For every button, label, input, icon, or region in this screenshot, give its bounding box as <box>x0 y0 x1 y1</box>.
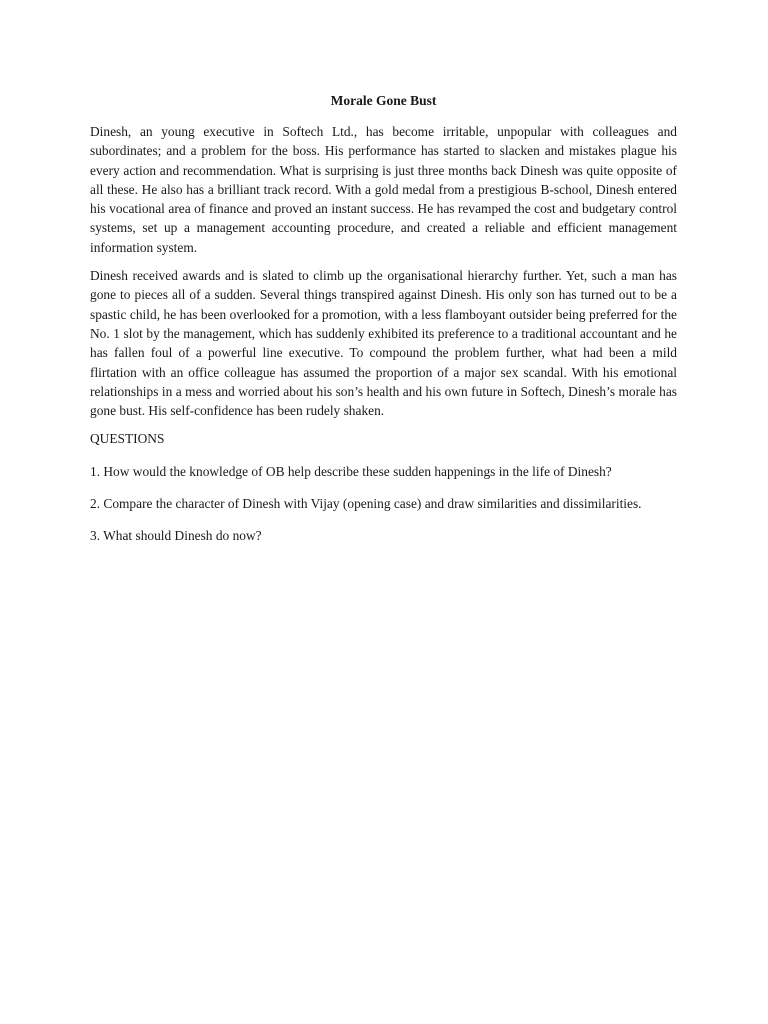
question-item: 3. What should Dinesh do now? <box>90 528 262 544</box>
body-paragraph: Dinesh received awards and is slated to climb up the organisational hierarchy further. Yet, such a man has gone to pieces all of a sudden. Several things transpired against Dinesh. His only son has turned out to be a spastic child, he has been overlooked for a promotion, with a less flamboyant outsider being preferred for the No. 1 slot by the management, which has suddenly exhibited its preference to a traditional accountant and he has fallen foul of a powerful line executive. To compound the problem further, what had been a mild flirtation with an office colleague has assumed the proportion of a major sex scandal. With his emotional relationships in a mess and worried about his son’s health and his own future in Softech, Dinesh’s morale has gone bust. His self-confidence has been rudely shaken. <box>90 268 677 419</box>
document-page <box>90 86 677 559</box>
question-item: 2. Compare the character of Dinesh with Vijay (opening case) and draw similarities and dissimilarities. <box>90 496 642 512</box>
questions-heading: QUESTIONS <box>90 431 165 447</box>
document-title: Morale Gone Bust <box>330 93 437 108</box>
body-paragraph: Dinesh, an young executive in Softech Ltd., has become irritable, unpopular with colleagues and subordinates; and a problem for the boss. His performance has started to slacken and mistakes plague his every action and recommendation. What is surprising is just three months back Dinesh was quite opposite of all these. He also has a brilliant track record. With a gold medal from a prestigious B-school, Dinesh entered his vocational area of finance and proved an instant success. He has revamped the cost and budgetary control systems, set up a management accounting procedure, and created a reliable and efficient management information system. <box>90 124 677 255</box>
question-item: 1. How would the knowledge of OB help describe these sudden happenings in the life of Dinesh? <box>90 463 612 479</box>
